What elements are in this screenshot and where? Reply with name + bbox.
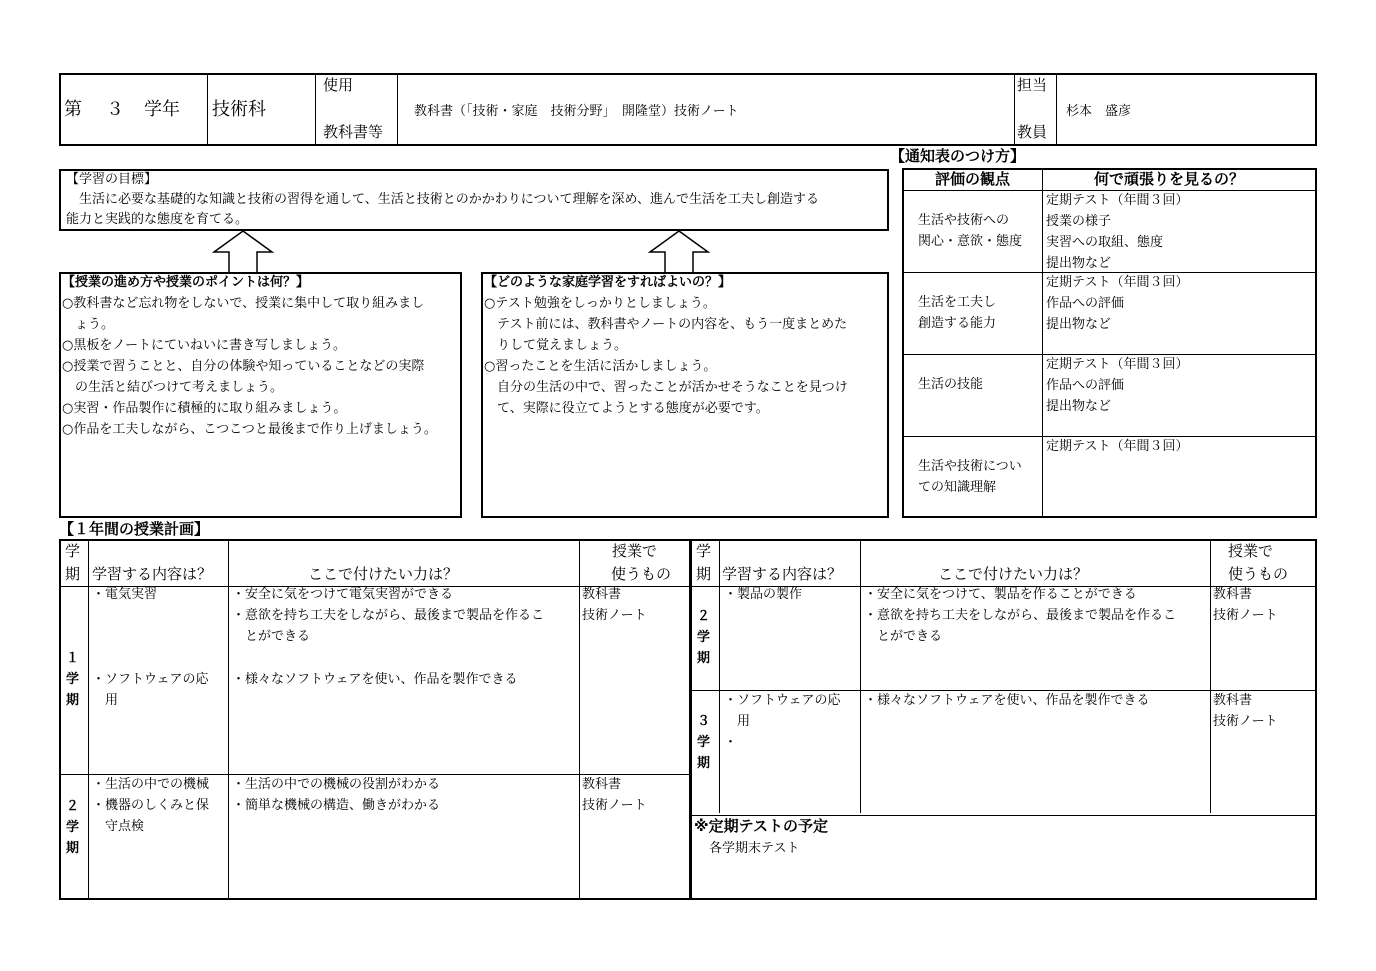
plan-right-term-2-materials: 教科書 技術ノート	[1213, 587, 1278, 623]
plan-left-term-2-content: ・生活の中での機械 ・機器のしくみと保 守点検	[92, 777, 210, 834]
plan-left-term-1-skills-b: ・様々なソフトウェアを使い、作品を製作できる	[232, 672, 518, 687]
plan-left-term-1-content-b: ・ソフトウェアの応 用	[92, 672, 209, 708]
plan-left-content-header: 学習する内容は？	[92, 565, 213, 583]
plan-left-term-1-materials: 教科書 技術ノート	[582, 587, 647, 623]
plan-left-term-2-materials: 教科書 技術ノート	[582, 777, 647, 813]
lesson-point-line: ○黒板をノートにていねいに書き写しましょう。	[62, 338, 346, 353]
evaluation-col1-header: 評価の観点	[935, 170, 1011, 188]
home-study-title: 【どのような家庭学習をすればよいの？】	[484, 275, 732, 290]
plan-left-skills-header: ここで付けたい力は？	[308, 565, 459, 583]
plan-left-term-2-skills: ・生活の中での機械の役割がわかる ・簡単な機械の構造、働きがわかる	[232, 777, 441, 813]
home-study-line: テスト前には、教科書やノートの内容を、もう一度まとめた	[484, 317, 848, 332]
plan-right-materials-header-2: 使うもの	[1228, 565, 1289, 583]
home-study-line: ○習ったことを生活に活かしましょう。	[484, 359, 717, 374]
plan-left-term-header-2: 期	[65, 565, 81, 583]
lesson-point-line: ○授業で習うことと、自分の体験や知っていることなどの実際	[62, 359, 425, 374]
teacher-label-top: 担当	[1017, 76, 1048, 94]
plan-right-term-2: ２ 学 期	[697, 609, 711, 666]
plan-right-term-2-content: ・製品の製作	[724, 587, 803, 602]
lesson-point-line: ○教科書など忘れ物をしないで、授業に集中して取り組みまし	[62, 296, 425, 311]
plan-left-term-1-skills-a: ・安全に気をつけて電気実習ができる ・意欲を持ち工夫をしながら、最後まで製品を作るこ とができる	[232, 587, 545, 644]
plan-right-materials-header-1: 授業で	[1228, 542, 1274, 560]
evaluation-aspect-4: 生活や技術につい ての知識理解	[918, 459, 1022, 495]
subject-label: 技術科	[212, 99, 266, 120]
plan-title: 【１年間の授業計画】	[59, 520, 210, 538]
home-study-line: ○テスト勉強をしっかりとしましょう。	[484, 296, 716, 311]
up-arrow-right	[648, 230, 710, 274]
up-arrow-left	[212, 230, 274, 274]
teacher-name: 杉本 盛彦	[1066, 104, 1132, 119]
lesson-point-line: の生活と結びつけて考えましょう。	[62, 380, 284, 395]
lesson-point-line: ○実習・作品製作に積極的に取り組みましょう。	[62, 401, 347, 416]
home-study-line: 自分の生活の中で、習ったことが活かせそうなことを見つけ	[484, 380, 848, 395]
textbook-label-top: 使用	[323, 76, 354, 94]
evaluation-title: 【通知表のつけ方】	[890, 147, 1026, 165]
plan-left-term-header-1: 学	[65, 542, 81, 560]
evaluation-col2-header: 何で頑張りを見るの？	[1094, 170, 1245, 188]
plan-left-term-2: ２ 学 期	[66, 799, 80, 856]
test-note-title: ※定期テストの予定	[694, 817, 828, 835]
home-study-line: りして覚えましょう。	[484, 338, 628, 353]
goal-title: 【学習の目標】	[66, 172, 158, 187]
plan-right-term-3: ３ 学 期	[697, 714, 711, 771]
evaluation-aspect-2: 生活を工夫し 創造する能力	[918, 295, 997, 331]
evaluation-items-1: 定期テスト（年間３回） 授業の様子 実習への取組、態度 提出物など	[1046, 193, 1189, 271]
evaluation-aspect-1: 生活や技術への 関心・意欲・態度	[918, 213, 1023, 249]
home-study-line: て、実際に役立てようとする態度が必要です。	[484, 401, 769, 416]
textbook-label-bottom: 教科書等	[323, 123, 384, 141]
goal-text	[66, 170, 886, 230]
plan-right-term-3-content: ・ソフトウェアの応 用 ・	[724, 693, 841, 750]
plan-left-term-1: １ 学 期	[66, 651, 80, 708]
test-note-body: 各学期末テスト	[709, 841, 800, 856]
plan-left-materials-header-1: 授業で	[612, 542, 658, 560]
plan-right-term-2-skills: ・安全に気をつけて、製品を作ることができる ・意欲を持ち工夫をしながら、最後まで製品を作るこ とができる	[864, 587, 1177, 644]
plan-right-skills-header: ここで付けたい力は？	[938, 565, 1089, 583]
textbook-value: 教科書（「技術・家庭 技術分野」 開隆堂）技術ノート	[414, 104, 739, 119]
evaluation-items-3: 定期テスト（年間３回） 作品への評価 提出物など	[1046, 357, 1189, 414]
plan-right-term-header-2: 期	[696, 565, 712, 583]
grade-prefix: 第	[64, 99, 82, 120]
plan-left-term-1-content-a: ・電気実習	[92, 587, 158, 602]
evaluation-aspect-3: 生活の技能	[918, 377, 984, 392]
plan-left-materials-header-2: 使うもの	[611, 565, 672, 583]
plan-right-term-3-skills: ・様々なソフトウェアを使い、作品を製作できる	[864, 693, 1150, 708]
evaluation-items-4: 定期テスト（年間３回）	[1046, 439, 1189, 454]
lesson-points-title: 【授業の進め方や授業のポイントは何？】	[62, 275, 310, 290]
lesson-points-text	[62, 272, 460, 440]
plan-right-content-header: 学習する内容は？	[722, 565, 843, 583]
goal-line: 生活に必要な基礎的な知識と技術の習得を通して、生活と技術とのかかわりについて理解を深め、進んで生活を工夫し創造する	[66, 192, 819, 207]
grade-suffix: 学年	[144, 99, 180, 120]
grade-number: ３	[106, 99, 124, 120]
lesson-point-line: ○作品を工夫しながら、こつこつと最後まで作り上げましょう。	[62, 422, 437, 437]
lesson-point-line: ょう。	[62, 317, 115, 332]
plan-right-term-3-materials: 教科書 技術ノート	[1213, 693, 1278, 729]
teacher-label-bottom: 教員	[1017, 123, 1048, 141]
goal-line: 能力と実践的な態度を育てる。	[66, 212, 249, 227]
home-study-text	[484, 272, 886, 419]
plan-right-term-header-1: 学	[696, 542, 712, 560]
evaluation-items-2: 定期テスト（年間３回） 作品への評価 提出物など	[1046, 275, 1189, 332]
